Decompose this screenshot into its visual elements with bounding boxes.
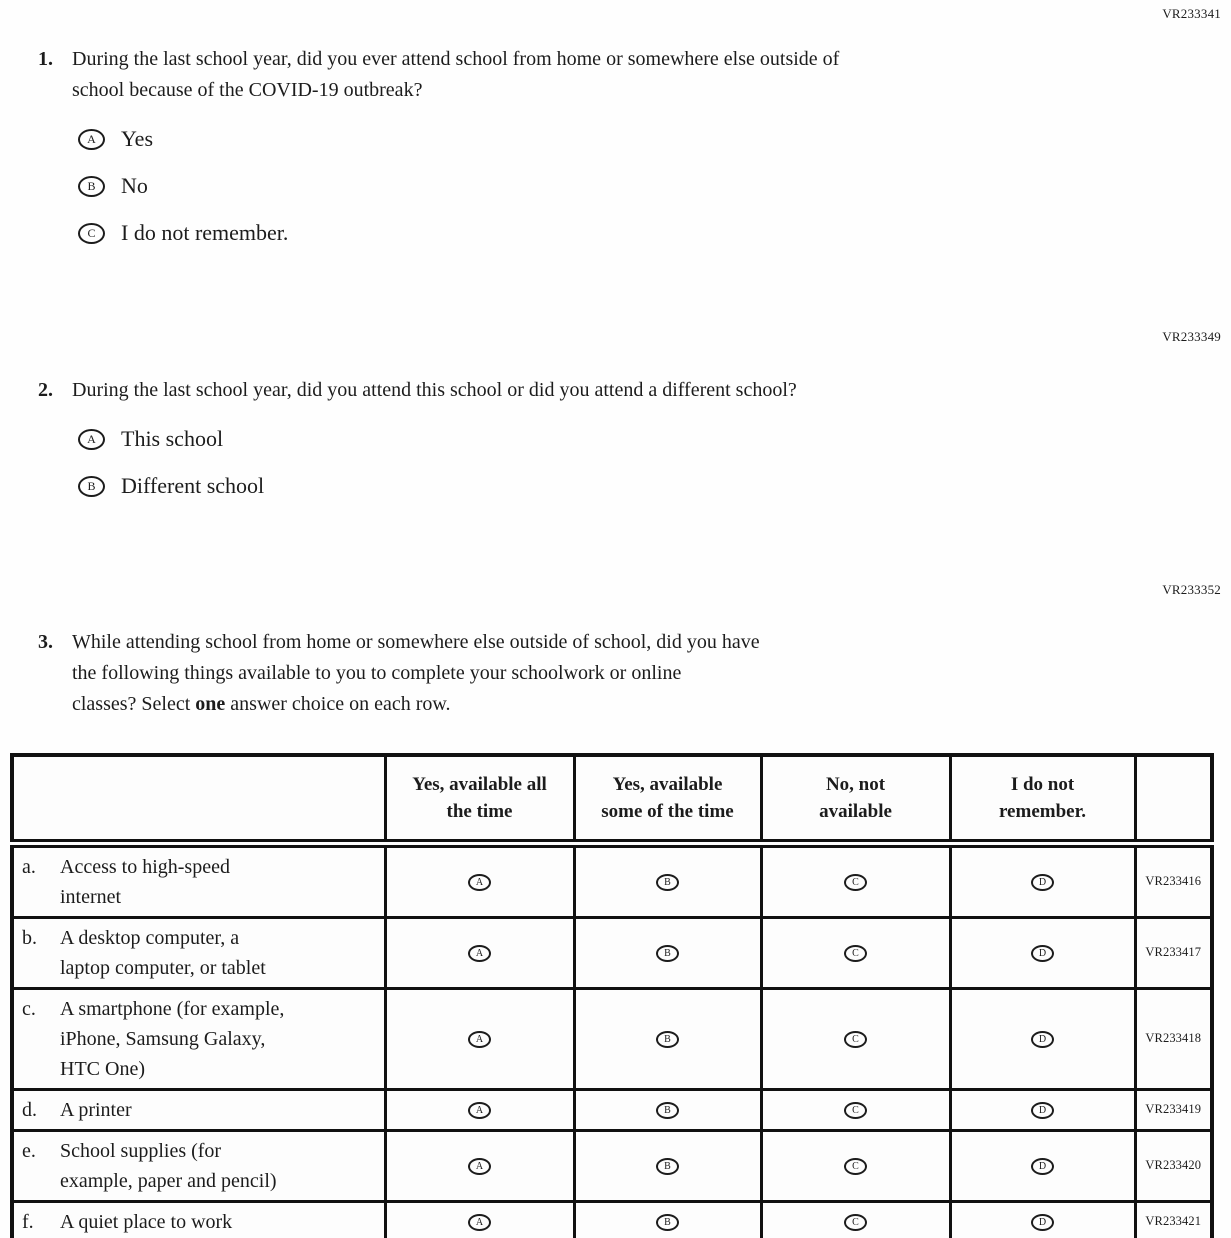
cell-option-c xyxy=(761,1130,950,1201)
row-item-label xyxy=(12,1089,385,1130)
answer-bubble-d[interactable]: D xyxy=(1031,1214,1054,1231)
availability-matrix-table xyxy=(10,753,1214,1238)
question-text-line: During the last school year, did you attend this school or did you attend a different school? xyxy=(72,379,797,401)
cell-option-d xyxy=(950,988,1135,1089)
question-3 xyxy=(38,627,760,720)
cell-option-d xyxy=(950,1201,1135,1238)
row-label-line: internet xyxy=(60,885,122,908)
answer-bubble-a[interactable]: A xyxy=(78,429,105,450)
cell-option-a xyxy=(385,843,574,917)
row-label-line: A smartphone (for example, xyxy=(60,997,285,1020)
option-b xyxy=(78,175,839,197)
availability-matrix xyxy=(10,753,1214,1238)
question-number: 3. xyxy=(38,631,53,653)
header-yes-some-time xyxy=(574,755,761,843)
option-c-label: I do not remember. xyxy=(121,220,289,245)
option-a xyxy=(78,428,797,450)
question-text xyxy=(72,375,797,406)
form-code-q2: VR233349 xyxy=(1162,329,1221,344)
option-a-label: Yes xyxy=(121,126,154,151)
question-text xyxy=(72,627,760,720)
row-code: VR233418 xyxy=(1135,988,1212,1089)
question-text-line: school because of the COVID-19 outbreak? xyxy=(72,79,423,101)
row-code: VR233419 xyxy=(1135,1089,1212,1130)
answer-bubble-d[interactable]: D xyxy=(1031,1158,1054,1175)
cell-option-a xyxy=(385,988,574,1089)
question-2 xyxy=(38,375,797,522)
answer-bubble-b[interactable]: B xyxy=(656,1158,679,1175)
question-text-segment: answer choice on each row. xyxy=(225,693,451,715)
row-label-line: laptop computer, or tablet xyxy=(60,956,266,979)
answer-bubble-a[interactable]: A xyxy=(468,945,491,962)
answer-bubble-a[interactable]: A xyxy=(468,1158,491,1175)
cell-option-d xyxy=(950,1089,1135,1130)
answer-bubble-a[interactable]: A xyxy=(78,129,105,150)
header-yes-all-time xyxy=(385,755,574,843)
row-label-line: example, paper and pencil) xyxy=(60,1169,277,1192)
form-code-q3: VR233352 xyxy=(1162,582,1221,597)
cell-option-b xyxy=(574,988,761,1089)
cell-option-c xyxy=(761,1089,950,1130)
cell-option-a xyxy=(385,917,574,988)
table-row-a xyxy=(12,843,1212,917)
row-label-line: HTC One) xyxy=(60,1057,145,1080)
cell-option-b xyxy=(574,843,761,917)
table-row-c xyxy=(12,988,1212,1089)
cell-option-c xyxy=(761,1201,950,1238)
row-code: VR233420 xyxy=(1135,1130,1212,1201)
row-label-line: A desktop computer, a xyxy=(60,926,240,949)
form-code-q1: VR233341 xyxy=(1162,6,1221,21)
header-do-not-remember xyxy=(950,755,1135,843)
header-label: I do not remember. xyxy=(998,773,1087,822)
answer-bubble-b[interactable]: B xyxy=(78,476,105,497)
row-letter: b. xyxy=(22,926,37,949)
row-letter: f. xyxy=(22,1210,34,1233)
cell-option-b xyxy=(574,1089,761,1130)
row-code: VR233417 xyxy=(1135,917,1212,988)
header-label: Yes, available all the time xyxy=(412,773,547,822)
option-b-label: No xyxy=(121,173,148,198)
option-a xyxy=(78,128,839,150)
answer-bubble-c[interactable]: C xyxy=(844,1214,867,1231)
row-label-line: A quiet place to work xyxy=(60,1210,233,1233)
cell-option-b xyxy=(574,917,761,988)
cell-option-c xyxy=(761,988,950,1089)
question-1-options xyxy=(78,128,839,244)
header-label: Yes, available some of the time xyxy=(601,773,734,822)
question-2-options xyxy=(78,428,797,497)
row-item-label xyxy=(12,1201,385,1238)
question-text-segment: classes? Select xyxy=(72,693,196,715)
question-text-line xyxy=(72,689,760,720)
question-number: 2. xyxy=(38,379,53,401)
answer-bubble-c[interactable]: C xyxy=(844,1102,867,1119)
answer-bubble-d[interactable]: D xyxy=(1031,945,1054,962)
row-item-label xyxy=(12,1130,385,1201)
header-row xyxy=(12,755,1212,843)
row-label-line: iPhone, Samsung Galaxy, xyxy=(60,1027,266,1050)
question-text-line: While attending school from home or somewhere else outside of school, did you have xyxy=(72,631,760,653)
header-not-available xyxy=(761,755,950,843)
row-item-label xyxy=(12,988,385,1089)
row-label-line: School supplies (for xyxy=(60,1139,222,1162)
row-code: VR233416 xyxy=(1135,843,1212,917)
option-a-label: This school xyxy=(121,426,224,451)
answer-bubble-b[interactable]: B xyxy=(656,1214,679,1231)
table-row-e xyxy=(12,1130,1212,1201)
answer-bubble-d[interactable]: D xyxy=(1031,1102,1054,1119)
row-label-line: A printer xyxy=(60,1098,132,1121)
answer-bubble-c[interactable]: C xyxy=(844,874,867,891)
row-letter: c. xyxy=(22,997,36,1020)
row-letter: d. xyxy=(22,1098,37,1121)
answer-bubble-b[interactable]: B xyxy=(656,1031,679,1048)
row-item-label xyxy=(12,917,385,988)
question-text xyxy=(72,44,839,106)
answer-bubble-c[interactable]: C xyxy=(844,1031,867,1048)
answer-bubble-b[interactable]: B xyxy=(656,945,679,962)
cell-option-a xyxy=(385,1201,574,1238)
row-item-label xyxy=(12,843,385,917)
header-blank-code xyxy=(1135,755,1212,843)
header-label: No, not available xyxy=(819,773,892,822)
cell-option-b xyxy=(574,1130,761,1201)
answer-bubble-d[interactable]: D xyxy=(1031,1031,1054,1048)
answer-bubble-b[interactable]: B xyxy=(656,1102,679,1119)
cell-option-d xyxy=(950,917,1135,988)
answer-bubble-c[interactable]: C xyxy=(78,223,105,244)
answer-bubble-c[interactable]: C xyxy=(844,945,867,962)
question-text-line: the following things available to you to complete your schoolwork or online xyxy=(72,662,682,684)
answer-bubble-a[interactable]: A xyxy=(468,874,491,891)
answer-bubble-a[interactable]: A xyxy=(468,1214,491,1231)
question-number: 1. xyxy=(38,48,53,70)
cell-option-c xyxy=(761,917,950,988)
cell-option-c xyxy=(761,843,950,917)
answer-bubble-b[interactable]: B xyxy=(78,176,105,197)
row-label-line: Access to high-speed xyxy=(60,855,230,878)
question-1 xyxy=(38,44,839,269)
option-b-label: Different school xyxy=(121,473,265,498)
row-letter: e. xyxy=(22,1139,36,1162)
header-blank-item xyxy=(12,755,385,843)
answer-bubble-a[interactable]: A xyxy=(468,1031,491,1048)
table-row-d xyxy=(12,1089,1212,1130)
cell-option-a xyxy=(385,1130,574,1201)
table-row-f xyxy=(12,1201,1212,1238)
option-b xyxy=(78,475,797,497)
cell-option-d xyxy=(950,1130,1135,1201)
cell-option-a xyxy=(385,1089,574,1130)
answer-bubble-c[interactable]: C xyxy=(844,1158,867,1175)
answer-bubble-b[interactable]: B xyxy=(656,874,679,891)
question-text-bold: one xyxy=(195,693,226,715)
row-code: VR233421 xyxy=(1135,1201,1212,1238)
row-letter: a. xyxy=(22,855,36,878)
table-row-b xyxy=(12,917,1212,988)
answer-bubble-d[interactable]: D xyxy=(1031,874,1054,891)
question-text-line: During the last school year, did you ever attend school from home or somewhere else outside of xyxy=(72,48,840,70)
option-c xyxy=(78,222,839,244)
answer-bubble-a[interactable]: A xyxy=(468,1102,491,1119)
cell-option-d xyxy=(950,843,1135,917)
cell-option-b xyxy=(574,1201,761,1238)
